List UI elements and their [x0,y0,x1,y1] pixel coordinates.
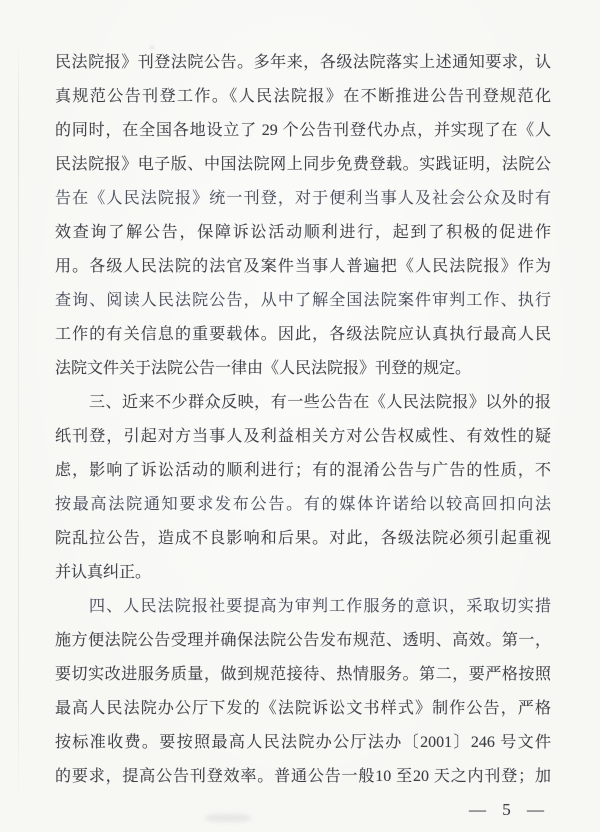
text-line: 最高人民法院办公厅下发的《法院诉讼文书样式》制作公告，严格 [55,700,551,717]
scan-edge-line [18,38,19,808]
text-line: 用。各级人民法院的法官及案件当事人普遍把《人民法院报》作为 [55,258,551,275]
text-line: 查询、阅读人民法院公告，从中了解全国法院案件审判工作、执行 [55,292,551,309]
text-line: 按标准收费。要按照最高人民法院办公厅法办〔2001〕246 号文件 [55,734,551,751]
text-line: 按最高法院通知要求发布公告。有的媒体许诺给以较高回扣向法 [55,496,551,513]
text-line: 施方便法院公告受理并确保法院公告发布规范、透明、高效。第一， [55,632,551,649]
text-line: 法院文件关于法院公告一律由《人民法院报》刊登的规定。 [55,360,472,377]
text-line: 民法院报》电子版、中国法院网上同步免费登载。实践证明，法院公 [55,156,551,173]
text-line: 真规范公告刊登工作。《人民法院报》在不断推进公告刊登规范化 [55,88,551,105]
text-line: 的同时，在全国各地设立了 29 个公告刊登代办点，并实现了在《人 [55,122,551,139]
text-line: 并认真纠正。 [55,564,152,581]
text-line: 工作的有关信息的重要载体。因此，各级法院应认真执行最高人民 [55,326,551,343]
text-line: 虑，影响了诉讼活动的顺利进行；有的混淆公告与广告的性质，不 [55,462,551,479]
text-line: 要切实改进服务质量，做到规范接待、热情服务。第二，要严格按照 [55,666,551,683]
text-line: 的要求，提高公告刊登效率。普通公告一般10 至20 天之内刊登；加 [55,768,551,785]
text-line: 四、人民法院报社要提高为审判工作服务的意识，采取切实措 [89,598,551,615]
text-line: 三、近来不少群众反映，有一些公告在《人民法院报》以外的报 [89,394,551,411]
text-line: 院乱拉公告，造成不良影响和后果。对此，各级法院必须引起重视 [55,530,551,547]
document-text [55,46,551,794]
text-line: 纸刊登，引起对方当事人及利益相关方对公告权威性、有效性的疑 [55,428,551,445]
scan-smudge [205,814,251,822]
page-number: — 5 — [469,800,550,819]
text-line: 民法院报》刊登法院公告。多年来，各级法院落实上述通知要求，认 [55,54,551,71]
text-line: 效查询了解公告，保障诉讼活动顺利进行，起到了积极的促进作 [55,224,551,241]
text-line: 告在《人民法院报》统一刊登，对于便利当事人及社会公众及时有 [55,190,551,207]
